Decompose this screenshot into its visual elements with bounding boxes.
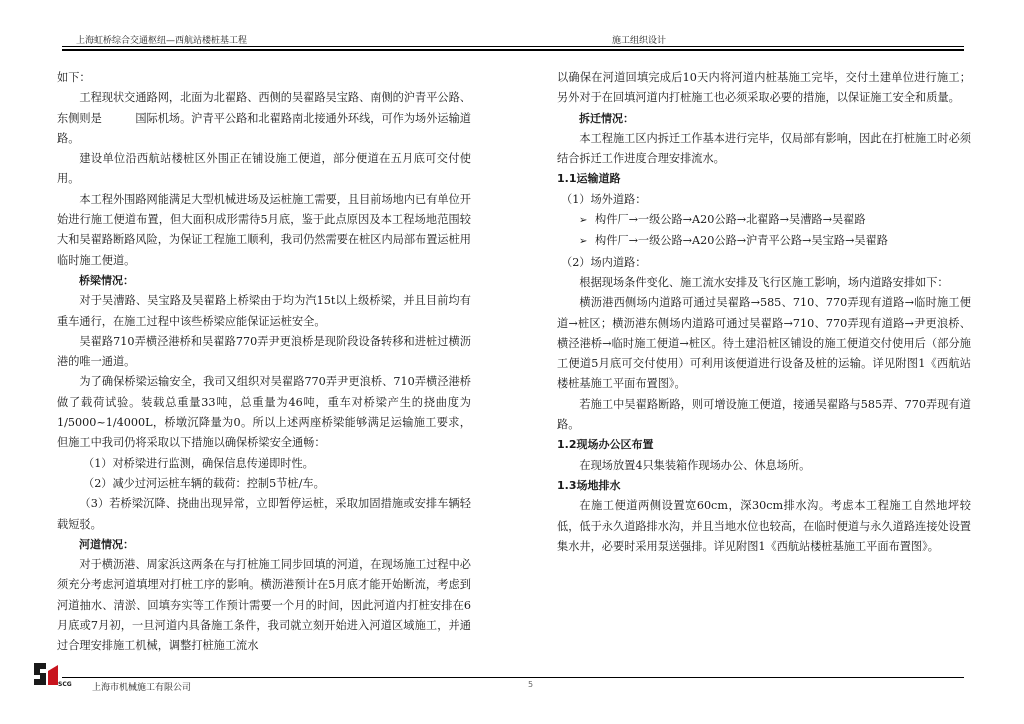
paragraph: 本工程施工区内拆迁工作基本进行完毕，仅局部有影响，因此在打桩施工时必须结合拆迁工作进度合理安排流水。 bbox=[557, 131, 971, 166]
paragraph: 本工程外围路网能满足大型机械进场及运桩施工需要，且目前场地内已有单位开始进行施工便道布置，但大面积成形需待5月底，鉴于此点原因及本工程场地范围较大和吴翟路断路风险，为保证工程施工顺利，我司仍然需要在桩区内局部布置运桩用临时施工便道。 bbox=[57, 192, 471, 267]
paragraph: 工程现状交通路网，北面为北翟路、西侧的吴翟路吴宝路、南侧的沪青平公路、东侧则是 国际机场。沪青平公路和北翟路南北接通外环线，可作为场外运输道路。 bbox=[57, 91, 471, 145]
list-label: （2）场内道路： bbox=[561, 255, 647, 269]
river-heading: 河道情况： bbox=[79, 537, 134, 551]
demolition-heading: 拆迁情况： bbox=[579, 111, 634, 125]
section-heading-1-3: 1.3场地排水 bbox=[557, 478, 621, 492]
header-doc-type: 施工组织设计 bbox=[612, 36, 667, 46]
paragraph: 以确保在河道回填完成后10天内将河道内桩基施工完毕，交付土建单位进行施工；另外对于在回填河道内打桩施工也必须采取必要的措施，以保证施工安全和质量。 bbox=[557, 71, 971, 105]
measure-item: （2）减少过河运桩车辆的载荷：控制5节桩/车。 bbox=[83, 476, 325, 490]
route-text: 构件厂→一级公路→A20公路→北翟路→吴漕路→吴翟路 bbox=[595, 213, 866, 227]
list-item bbox=[557, 231, 971, 252]
paragraph: 对于吴漕路、吴宝路及吴翟路上桥梁由于均为汽15t以上级桥梁，并且目前均有重车通行，在施工过程中该些桥梁应能保证运桩安全。 bbox=[57, 294, 471, 328]
paragraph: 在现场放置4只集装箱作现场办公、休息场所。 bbox=[579, 458, 811, 472]
bridge-heading: 桥梁情况： bbox=[79, 273, 134, 287]
section-heading-1-1: 1.1运输道路 bbox=[557, 172, 621, 186]
arrow-bullet-icon: ➢ bbox=[579, 236, 588, 248]
paragraph: 在施工便道两侧设置宽60cm，深30cm排水沟。考虑本工程施工自然地坪较低，低于永久道路排水沟，并且当地水位也较高，在临时便道与永久道路连接处设置集水井，必要时采用泵送强排。详见附图1《西航站楼桩基施工平面布置图》。 bbox=[557, 499, 971, 553]
paragraph: 吴翟路710弄横泾港桥和吴翟路770弄尹更浪桥是现阶段设备转移和进桩过横沥港的唯一通道。 bbox=[57, 334, 471, 369]
right-column bbox=[557, 68, 971, 557]
logo-text: SCG bbox=[58, 681, 72, 688]
section-heading-1-2: 1.2现场办公区布置 bbox=[557, 438, 654, 452]
company-logo-icon bbox=[32, 659, 72, 689]
list-item bbox=[557, 210, 971, 231]
header-project-title: 上海虹桥综合交通枢纽—西航站楼桩基工程 bbox=[76, 36, 248, 46]
header-divider bbox=[62, 46, 964, 47]
route-text: 构件厂→一级公路→A20公路→沪青平公路→吴宝路→吴翟路 bbox=[595, 234, 888, 248]
paragraph: 如下： bbox=[57, 71, 91, 84]
paragraph: 根据现场条件变化、施工流水安排及飞行区施工影响，场内道路安排如下： bbox=[579, 275, 949, 289]
list-label: （1）场外道路： bbox=[561, 192, 647, 206]
paragraph: 建设单位沿西航站楼桩区外围正在铺设施工便道，部分便道在五月底可交付使用。 bbox=[57, 152, 471, 186]
paragraph: 横沥港西侧场内道路可通过吴翟路→585、710、770弄现有道路→临时施工便道→桩区；横沥港东侧场内道路可通过吴翟路→710、770弄现有道路→尹更浪桥、横泾港桥→临时施工便道→桩区。待土建沿桩区铺设的施工便道交付使用后（部分施工便道5月底可交付使用）可利用该便道进行设备及桩的运输。详见附图1《西航站楼桩基施工平面布置图》。 bbox=[557, 296, 971, 391]
arrow-bullet-icon: ➢ bbox=[579, 215, 588, 227]
page-number: 5 bbox=[528, 680, 534, 689]
measure-item: （3）若桥梁沉降、挠曲出现异常，立即暂停运桩，采取加固措施或安排车辆轻载短驳。 bbox=[57, 497, 471, 531]
paragraph: 若施工中吴翟路断路，则可增设施工便道，接通吴翟路与585弄、770弄现有道路。 bbox=[557, 397, 971, 432]
paragraph: 对于横沥港、周家浜这两条在与打桩施工同步回填的河道，在现场施工过程中必须充分考虑河道填埋对打桩工序的影响。横沥港预计在5月底才能开始断流，考虑到河道抽水、清淤、回填夯实等工作预计需要一个月的时间，因此河道内打桩安排在6月底或7月初，一旦河道内具备施工条件，我司就立刻开始进入河道区域施工，并通过合理安排施工机械，调整打桩施工流水 bbox=[57, 558, 471, 653]
footer-company: 上海市机械施工有限公司 bbox=[92, 683, 192, 693]
footer-divider bbox=[62, 677, 964, 678]
measure-item: （1）对桥梁进行监测，确保信息传递即时性。 bbox=[83, 456, 314, 470]
paragraph: 为了确保桥梁运输安全，我司又组织对吴翟路770弄尹更浪桥、710弄横泾港桥做了载荷试验。装载总重量33吨，总重量为46吨，重车对桥梁产生的挠曲度为1/5000~1/4000L，桥墩沉降量为0。所以上述两座桥梁能够满足运输施工要求，但施工中我司仍将采取以下措施以确保桥梁安全通畅： bbox=[57, 375, 471, 450]
left-column bbox=[57, 68, 471, 657]
header-divider-thick bbox=[62, 49, 964, 51]
